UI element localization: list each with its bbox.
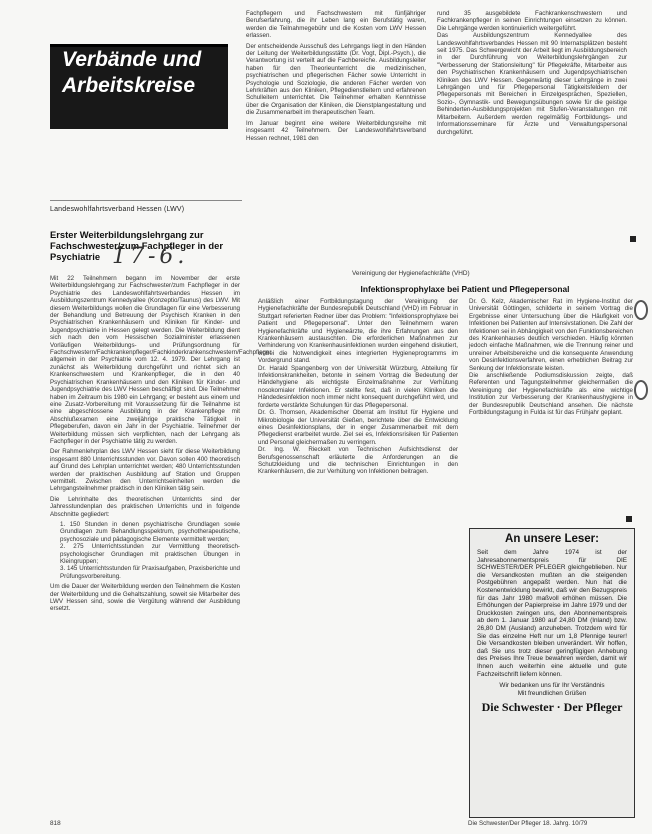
list-item: 1. 150 Stunden in denen psychiatrische Grundlagen sowie Grundlagen zum Behandlungsspektrum, psychotherapeutische, psychosoziale und pädagogische Elemente vermittelt werden; <box>60 521 240 543</box>
article2-org: Vereinigung der Hygienefachkräfte (VHD) <box>352 270 470 277</box>
article1-column-3: rund 35 ausgebildete Fachkrankenschwestern und Fachkrankenpfleger in seinen Einrichtungen einsetzen zu können. Die Lehrgänge werden kontinuierlich weitergeführt. Das Ausbildungszentrum Kennedyallee des Landeswohlfahrtsverbandes Hessen mit 90 Internatsplätzen besteht seit 1975. Das Schwergewicht der Arbeit liegt im Ausbildungsbereich in der Durchführung von Weiterbildungslehrgängen zur "Verbesserung der Stationsleitung" für Pflegekräfte, Mitarbeiter aus den Psychiatrischen Krankenhäusern und Jugendpsychiatrischen Kliniken des LWV Hessen. Gegenwärtig dieser Lehrgänge in zwei Lehrgängen und für Pflegepersonal Tätigkeitsfeldern der Pflegepersonals mit Bereichen in Einzelgesprächen, Speziellen, Sozio-, Gymnastik- und Bewegungsübungen sowie für die geistige Behinderten-Ausbildungsprojekten mit Stufen-Veranstaltungen mit Mitarbeitern. Außerdem werden regelmäßig Fortbildungs- und Informationsseminare für Ärzte und Verwaltungspersonal durchgeführt. <box>437 10 627 136</box>
article1-para: Der entscheidende Ausschuß des Lehrgangs liegt in den Händen der Leitung der Weiterbildungsstätte (Dr. Vogt, Dipl.-Psych.), die Verantwortung ist verteilt auf die Fachbereiche. Ausbildungsleiter haben für den Theorieunterricht die medizinischen, psychiatrischen und pflegerischen Fächer sowie Unterricht in Psychologie und Soziologie, die anderen Fächer werden von Lehrkräften aus den Kliniken, Pflegedienstleitern und erfahrenen Schulleitern unterrichtet. Die Teilnehmer erhalten Kenntnisse über die Organisation der Kliniken, die Dienstplangestaltung und die Zusammenarbeit im therapeutischen Team. <box>246 42 426 117</box>
article1-para: Der Rahmenlehrplan des LWV Hessen sieht für diese Weiterbildung insgesamt 880 Unterrichtsstunden vor. Davon sollen 400 theoretisch auf Grund des Lehrplan unterrichtet werden; 480 Unterrichtsstunden werden der praktischen Ausbildung auf Station und Gruppen vermittelt. Zwischen den Unterrichtseinheiten werden die Lehrgangsteilnehmer praktisch in den Kliniken tätig sein. <box>50 448 240 493</box>
section-title-line1: Verbände und <box>62 48 202 71</box>
handwritten-note: 17-6. <box>112 244 189 269</box>
list-item: 2. 275 Unterrichtsstunden zur Vermittlung theoretisch-psychologischer Grundlagen mit praktischen Übungen in Kleingruppen; <box>60 543 240 566</box>
article1-org: Landeswohlfahrtsverband Hessen (LWV) <box>50 206 185 213</box>
article1-column-1 <box>50 275 272 815</box>
article1-heading: Erster Weiterbildungslehrgang zur Fachschwester/zum Fachpfleger in der Psychiatrie <box>50 229 223 262</box>
article1-para: Im Januar beginnt eine weitere Weiterbildungsreihe mit insgesamt 42 Teilnehmern. Der Landeswohlfahrtsverband Hessen rechnet, 1981 den <box>246 119 426 142</box>
page-number: 818 <box>50 820 61 827</box>
end-mark <box>630 236 636 242</box>
article2-heading: Infektionsprophylaxe bei Patient und Pflegepersonal <box>360 284 570 294</box>
divider <box>50 200 242 201</box>
notice-closing-2: Mit freundlichen Grüßen <box>517 689 587 697</box>
notice-text: Seit dem Jahre 1974 ist der Jahresabonnementspreis für DIE SCHWESTER/DER PFLEGER gleichgeblieben. Nur die Versandkosten mußten an die steigenden Postgebühren angepaßt werden. Nun hat die Kostenentwicklung bewirkt, daß wir den Bezugspreis für das Jahr 1980 maßvoll erhöhen müssen. Die Erhöhungen der Papierpreise im Jahre 1979 und der Druckkosten zwingen uns, den Abonnementspreis ab dem 1. Januar 1980 auf 24,80 DM (Inland) bzw. 26,80 DM (Ausland) anzuheben. Trotzdem wird für Sie das einzelne Heft nur um 1,8 Pfennige teurer! Die Versandkosten bleiben unverändert. Wir hoffen, daß Sie uns trotz dieser geringfügigen Anhebung des Preises Ihre Treue bewahren werden, damit wir Ihnen auch weiterhin eine aktuelle und gute Fachzeitschrift liefern können. <box>477 549 627 678</box>
list-item: 3. 145 Unterrichtsstunden für Praxisaufgaben, Praxisberichte und Prüfungsvorbereitung. <box>60 565 240 580</box>
journal-logo: Die Schwester · Der Pfleger <box>481 699 623 714</box>
section-title-line2: Arbeitskreise <box>62 74 196 97</box>
binder-ring <box>634 300 648 320</box>
article2-column-a: Anläßlich einer Fortbildungstagung der Vereinigung der Hygienefachkräfte der Bundesrepublik Deutschland (VHD) im Februar in Stuttgart referierten Redner über das Problem: "Infektionsprophylaxe bei Patient und Pflegepersonal". Unter den Teilnehmern waren Hygienefachkräfte und Hygieneärzte, die ihre Erfahrungen aus den Krankenhäusern austauschten. Die erforderlichen Maßnahmen zur Verhinderung von Krankenhausinfektionen wurden eingehend diskutiert, wobei die Notwendigkeit eines integrierten Hygieneprogramms im Vordergrund stand. Dr. Harald Spangenberg von der Universität Würzburg, Abteilung für Infektionskrankheiten, betonte in seinem Vortrag die Bedeutung der Händehygiene als wichtigste Einzelmaßnahme zur Verhütung nosokomialer Infektionen. Er stellte fest, daß in vielen Kliniken die Händedesinfektion noch immer nicht konsequent durchgeführt wird, und forderte verstärkte Schulungen für das Pflegepersonal. Dr. G. Thomsen, Akademischer Oberrat am Institut für Hygiene und Mikrobiologie der Universität Gießen, berichtete über die Entwicklung eines Desinfektionsplans, der in enger Zusammenarbeit mit dem Pflegedienst erarbeitet wurde. Ziel sei es, Infektionsrisiken für Patienten und Personal gleichermaßen zu verringern. Dr. Ing. W. Rieckelt von Technischen Aufsichtsdienst der Berufsgenossenschaft erläuterte die Anforderungen an die Schutzkleidung und die technischen Einrichtungen in den Krankenhäusern, die zur Verhütung von Infektionen beitragen. <box>258 298 458 476</box>
end-mark <box>626 516 632 522</box>
journal-footer: Die Schwester/Der Pfleger 18. Jahrg. 10/79 <box>468 820 588 827</box>
article1-para: Die Lehrinhalte des theoretischen Unterrichts sind der Jahresstundenplan des praktischen Unterrichts und in folgende Abschnitte gegliedert: <box>50 495 240 518</box>
article1-column-2 <box>246 10 426 246</box>
article2-column-b: Dr. G. Kelz, Akademischer Rat im Hygiene-Institut der Universität Göttingen, schilderte in seinem Vortrag die Ergebnisse einer Untersuchung über die Häufigkeit von Infektionen bei Patienten auf Intensivstationen. Die Zahl der Infektionen sei in Abhängigkeit von den Funktionsbereichen des Krankenhauses deutlich verschieden. Häufig könnten jedoch einfache Maßnahmen, wie die Trennung reiner und unreiner Arbeitsbereiche und die konsequente Anwendung von Desinfektionsverfahren, einen erheblichen Beitrag zur Senkung der Infektionsrate leisten. Die anschließende Podiumsdiskussion zeigte, daß Referenten und Tagungsteilnehmer gleichermaßen die Vereinigung der Hygienefachkräfte als eine wichtige Institution zur Verbesserung der Krankenhaushygiene in der Bundesrepublik Deutschland ansehen. Die nächste Fortbildungstagung in Fulda ist für das Frühjahr geplant. <box>469 298 633 417</box>
article1-para: Fachpflegern und Fachschwestern mit fünfjähriger Berufserfahrung, die ihr Leben lang ein Berufstätig waren, werden die Teilnahmegebühr und die Kosten vom LWV Hessen erlassen. <box>246 10 426 40</box>
article1-para: Mit 22 Teilnehmern begann im November der erste Weiterbildungslehrgang zur Fachschwester/zum Fachpfleger in der Psychiatrie des Landeswohlfahrtsverbandes Hessen im Ausbildungszentrum Kennedyallee (Konzeptio/Taunus) des LWV. Mit diesem Weiterbildungs wollen die Grundlagen für eine Verbesserung der Behandlung und Betreuung der Psychisch Kranken in den Psychiatrischen Krankenhäusern und Kliniken für Kinder- und Jugendpsychiatrie in Hessen gelegt werden. Die Weiterbildung dient sich nach den vom Hessischen Sozialminister erlassenen Vorläufigen Weiterbildungs- und Prüfungsordnung für Fachschwestern/Fachkrankenpfleger/Fachkinderkrankenschwestern/Fachpfleger allgemein in der Psychiatrie vom 12. 4. 1979. Der Lehrgang ist zunächst als Weiterbildung durchgeführt und richtet sich an Krankenschwestern und Krankenpfleger, die in den 40 Psychiatrischen Krankenhäusern und den Kliniken für Kinder- und Jugendpsychiatrie des LWV Hessen beschäftigt sind. Die Teilnehmer haben im Zeitraum bis 1980 ein Lehrgang; er besteht aus einem und eine Zusatz-Vorbereitung mit Voraussetzung für die Teilnahme ist eine abgeschlossene Ausbildung in der Krankenpflege mit Abschlußexamen eine zweijährige praktische Tätigkeit in Pflegeberufen, davon ein Jahr in der Psychiatrie. Teilnehmer der Weiterbildung müssen sich verpflichten, nach der Lehrgang als Fachpfleger in der Psychiatrie tätig zu werden. <box>50 275 272 445</box>
binder-ring <box>634 380 648 400</box>
notice-heading: An unsere Leser: <box>505 533 599 545</box>
article1-para: Um die Dauer der Weiterbildung werden den Teilnehmern die Kosten der Weiterbildung und die Gehaltszahlung, soweit sie Mitarbeiter des LWV Hessen sind, sowie die Vergütung während der Ausbildung ersetzt. <box>50 583 240 613</box>
notice-closing-1: Wir bedanken uns für Ihr Verständnis <box>499 682 605 690</box>
reader-notice-box <box>469 528 635 818</box>
section-title-box <box>50 44 228 129</box>
article1-list <box>50 521 240 580</box>
